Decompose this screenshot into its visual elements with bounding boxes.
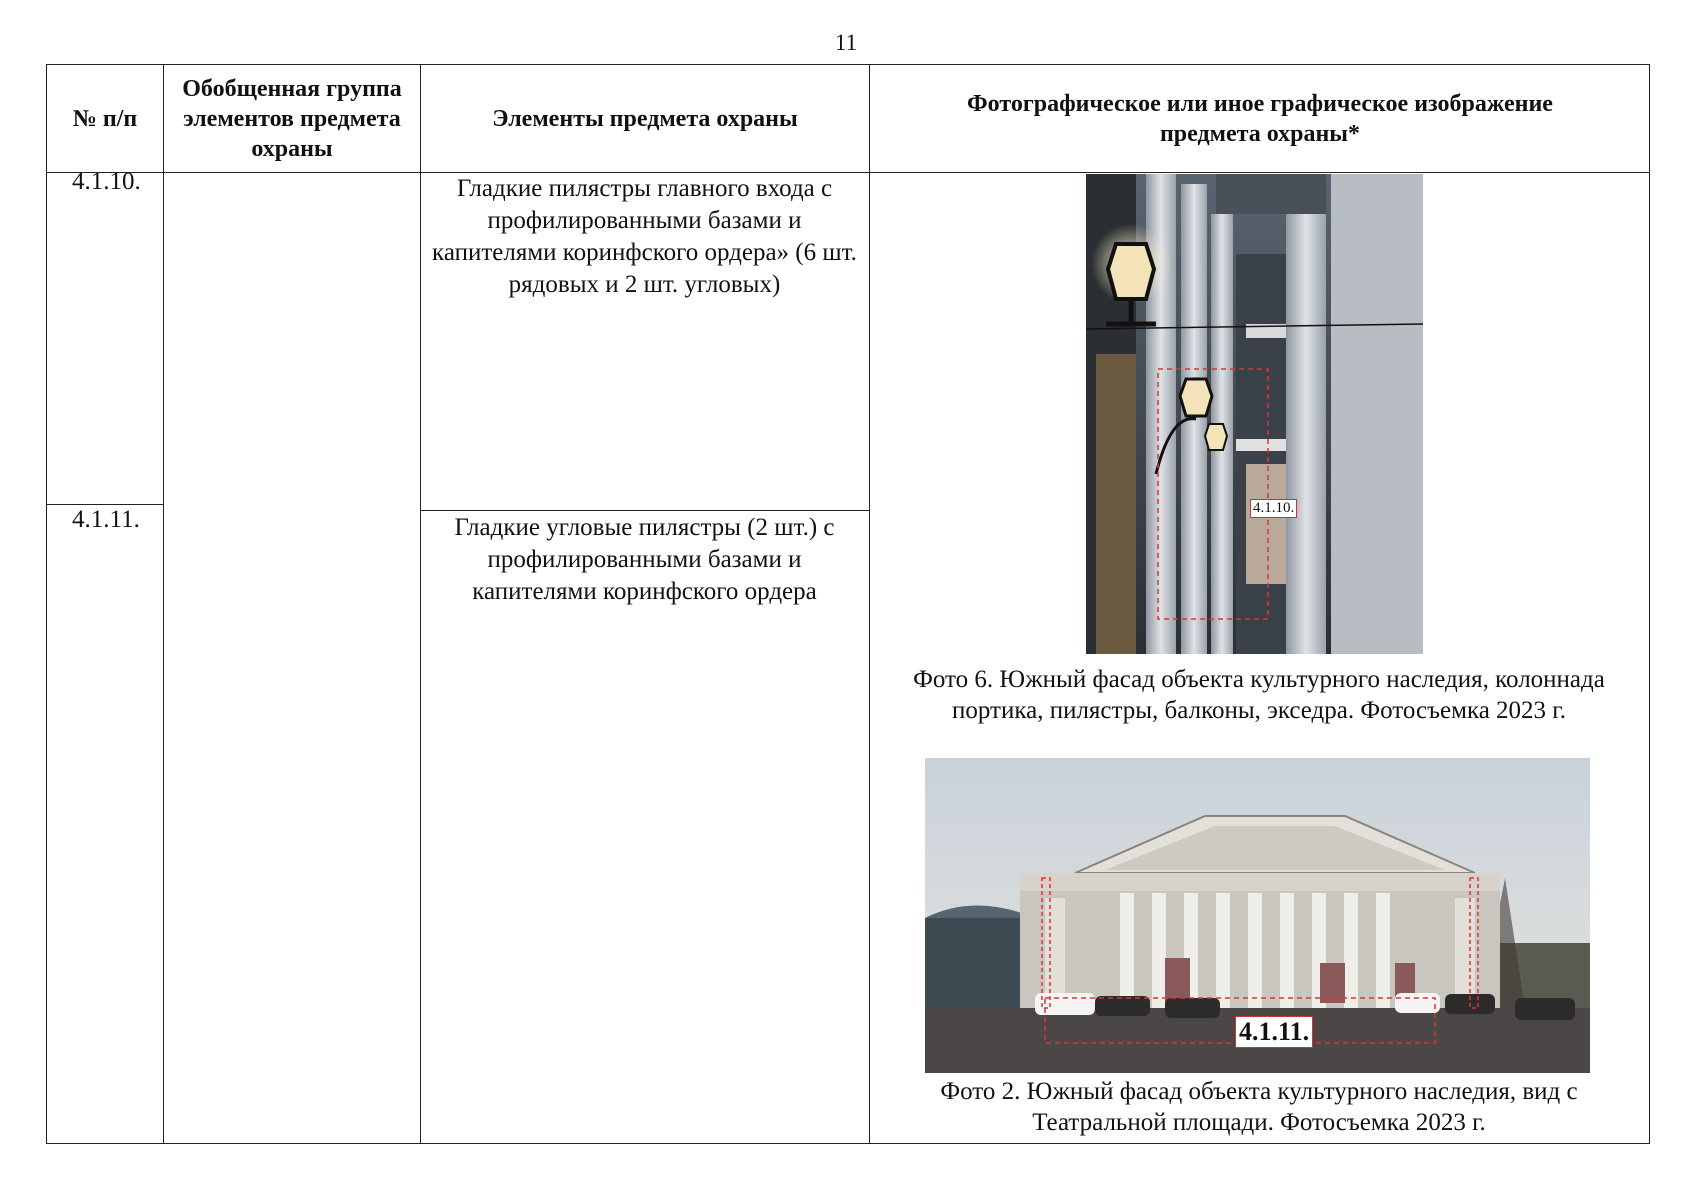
header-elements: Элементы предмета охраны bbox=[492, 106, 798, 132]
header-image: Фотографическое или иное графическое изображение предмета охраны* bbox=[967, 91, 1553, 147]
element-description: Гладкие пилястры главного входа с профилированными базами и капителями коринфского ордера» (6 шт. рядовых и 2 шт. угловых) bbox=[432, 175, 857, 298]
header-number: № п/п bbox=[72, 106, 138, 132]
page-number: 11 bbox=[834, 30, 858, 55]
photo-caption: Фото 6. Южный фасад объекта культурного наследия, колоннада портика, пилястры, балконы, экседра. Фотосъемка 2023 г. bbox=[913, 666, 1605, 724]
row-divider bbox=[420, 510, 869, 511]
photo-tag: 4.1.11. bbox=[1235, 1016, 1313, 1048]
row-number: 4.1.10. bbox=[72, 168, 141, 195]
photo-tag: 4.1.10. bbox=[1250, 499, 1297, 518]
photo-caption: Фото 2. Южный фасад объекта культурного наследия, вид с Театральной площади. Фотосъемка 2023 г. bbox=[940, 1078, 1578, 1136]
element-description: Гладкие угловые пилястры (2 шт.) с профилированными базами и капителями коринфского ордера bbox=[454, 514, 835, 605]
column-divider bbox=[869, 64, 870, 1144]
column-divider bbox=[163, 64, 164, 1144]
column-divider bbox=[420, 64, 421, 1144]
photo-portico-colonnade bbox=[1086, 174, 1423, 654]
header-group: Обобщенная группа элементов предмета охраны bbox=[182, 76, 402, 162]
photo-colonnade-image bbox=[1086, 174, 1423, 654]
photo-south-facade bbox=[925, 758, 1590, 1073]
row-number: 4.1.11. bbox=[72, 506, 140, 533]
row-divider bbox=[46, 504, 163, 505]
